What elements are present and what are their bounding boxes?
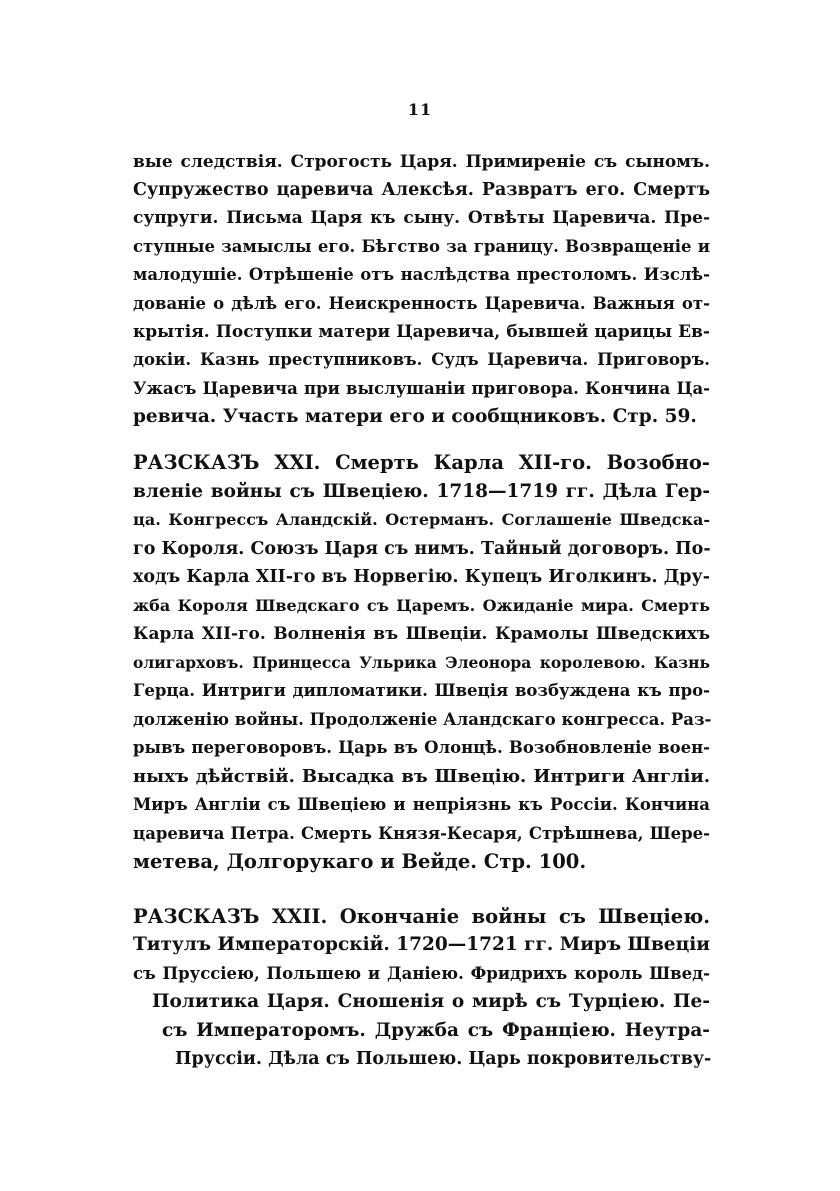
text-line: Миръ Англіи съ Швеціею и непріязнь къ Россіи. Кончина bbox=[133, 795, 710, 814]
text-line: Титулъ Императорскій. 1720—1721 гг. Миръ Швеціи bbox=[133, 934, 710, 955]
text-line: малодушіе. Отрѣшеніе отъ наслѣдства престоломъ. Изслѣ- bbox=[133, 265, 710, 284]
text-line: го Короля. Союзъ Царя съ нимъ. Тайный договоръ. По- bbox=[133, 539, 711, 559]
text-line: Герца. Интриги дипломатики. Швеція возбуждена къ про- bbox=[133, 681, 710, 700]
text-line: Политика Царя. Сношенія о мирѣ съ Турціею. Пе- bbox=[152, 991, 710, 1012]
text-line: долженію войны. Продолженіе Аландскаго конгресса. Раз- bbox=[133, 710, 712, 729]
chapter-heading-xxii: РАЗСКАЗЪ XXII. Окончаніе войны съ Швеціею. bbox=[133, 905, 710, 928]
text-line: вленіе войны съ Швеціею. 1718—1719 гг. Дѣла Гер- bbox=[133, 481, 710, 502]
text-line: крытія. Поступки матери Царевича, бывшей царицы Ев- bbox=[133, 322, 710, 342]
text-line: олигарховъ. Принцесса Ульрика Элеонора королевою. Казнь bbox=[133, 653, 710, 672]
text-line: Супружество царевича Алексѣя. Развратъ его. Смертъ bbox=[133, 180, 710, 200]
text-line: царевича Петра. Смерть Князя-Кесаря, Стрѣшнева, Шере- bbox=[133, 824, 710, 843]
text-line: Пруссіи. Дѣла съ Польшею. Царь покровительству- bbox=[175, 1049, 712, 1069]
text-line: съ Императоромъ. Дружба съ Франціею. Неутра- bbox=[162, 1020, 710, 1041]
text-line: ревича. Участь матери его и сообщниковъ. Стр. 59. bbox=[133, 406, 697, 427]
text-line: ходъ Карла XII-го въ Норвегію. Купецъ Иголкинъ. Дру- bbox=[133, 567, 710, 587]
text-line: метева, Долгорукаго и Вейде. Стр. 100. bbox=[133, 850, 587, 873]
text-line: Ужасъ Царевича при выслушаніи приговора. Кончина Ца- bbox=[133, 379, 710, 398]
chapter-heading-xxi: РАЗСКАЗЪ XXI. Смерть Карла XII-го. Возобно- bbox=[133, 451, 710, 474]
text-line: рывъ переговоровъ. Царь въ Олонцѣ. Возобновленіе воен- bbox=[133, 738, 710, 757]
text-line: дованіе о дѣлѣ его. Неискренность Царевича. Важныя от- bbox=[133, 294, 710, 313]
page-number: 11 bbox=[407, 100, 433, 119]
text-line: ныхъ дѣйствій. Высадка въ Швецію. Интриги Англіи. bbox=[133, 766, 710, 787]
text-line: Карла XII-го. Волненія въ Швеціи. Крамолы Шведскихъ bbox=[133, 624, 710, 644]
text-line: ступные замыслы его. Бѣгство за границу. Возвращеніе и bbox=[133, 237, 710, 256]
text-line: ца. Конгрессъ Аландскій. Остерманъ. Соглашеніе Шведска- bbox=[133, 510, 710, 529]
text-line: вые следствія. Строгость Царя. Примиреніе съ сыномъ. bbox=[133, 152, 710, 172]
text-line: съ Пруссіею, Польшею и Даніею. Фридрихъ король Швед- bbox=[133, 964, 710, 983]
text-line: докіи. Казнь преступниковъ. Судъ Царевича. Приговоръ. bbox=[133, 350, 710, 369]
text-line: жба Короля Шведскаго съ Царемъ. Ожиданіе мира. Смерть bbox=[133, 596, 710, 615]
text-line: супруги. Письма Царя къ сыну. Отвѣты Царевича. Пре- bbox=[133, 208, 710, 228]
